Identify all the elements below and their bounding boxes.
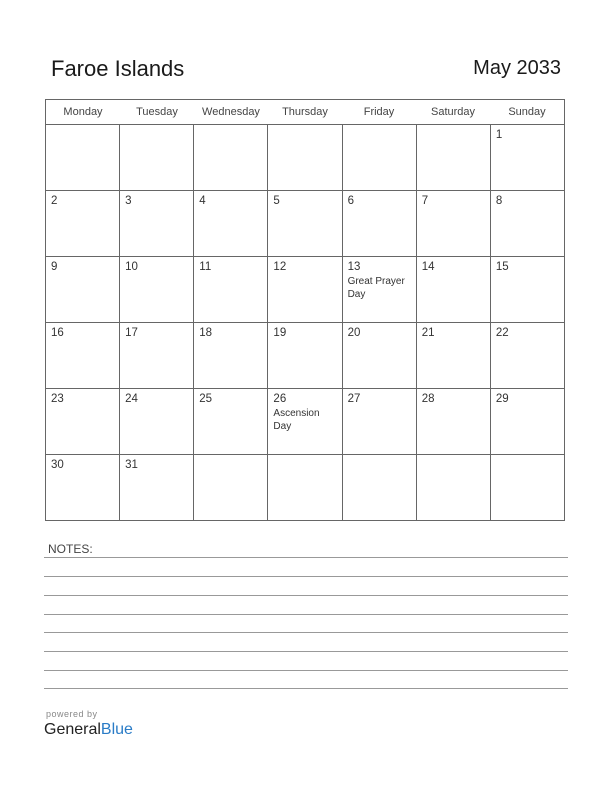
day-cell (417, 389, 491, 454)
weekday-header: Wednesday (202, 106, 260, 118)
day-number: 24 (125, 393, 138, 405)
weekday-header: Friday (363, 106, 395, 118)
weekday-header: Thursday (282, 106, 328, 118)
empty-day-cell (417, 455, 491, 520)
day-number: 8 (495, 195, 503, 207)
day-cell (46, 257, 120, 322)
holiday-label: Great Prayer Day (347, 276, 405, 300)
brand-blue: Blue (100, 721, 133, 738)
day-cell (343, 389, 417, 454)
day-cell (491, 257, 564, 322)
empty-day-cell (268, 455, 342, 520)
empty-day-cell (120, 125, 194, 190)
day-number: 14 (421, 261, 435, 273)
empty-day-cell (194, 455, 268, 520)
calendar-week-row (46, 389, 564, 455)
day-cell (491, 323, 564, 388)
day-cell (194, 191, 268, 256)
day-number: 18 (199, 327, 213, 339)
day-number: 22 (495, 327, 509, 339)
day-cell (343, 191, 417, 256)
day-cell (120, 257, 194, 322)
day-number: 31 (125, 459, 138, 471)
day-cell (343, 323, 417, 388)
notes-line (44, 576, 568, 577)
day-number: 28 (421, 393, 435, 405)
notes-line (44, 557, 568, 558)
day-number: 30 (51, 459, 64, 471)
weekday-header: Tuesday (136, 106, 178, 118)
calendar-week-row (46, 191, 564, 257)
empty-day-cell (417, 125, 491, 190)
month-year-title: May 2033 (473, 57, 561, 79)
holiday-label: Ascension Day (273, 408, 320, 432)
day-cell (46, 455, 120, 520)
calendar-week-row (46, 257, 564, 323)
day-number: 2 (51, 195, 58, 207)
day-number: 19 (273, 327, 287, 339)
notes-line (44, 651, 568, 652)
calendar-weeks (46, 125, 564, 520)
day-cell (194, 323, 268, 388)
day-cell (417, 323, 491, 388)
weekday-header: Saturday (430, 106, 476, 118)
day-cell (268, 389, 342, 454)
day-number: 4 (199, 195, 206, 207)
day-number: 11 (199, 261, 212, 273)
day-cell (120, 389, 194, 454)
day-cell (194, 389, 268, 454)
weekday-header-row (46, 100, 564, 125)
day-cell (268, 257, 342, 322)
day-cell (491, 389, 564, 454)
day-cell (120, 455, 194, 520)
calendar-week-row (46, 323, 564, 389)
empty-day-cell (194, 125, 268, 190)
day-cell (46, 323, 120, 388)
brand-general: General (44, 721, 101, 738)
day-cell (120, 191, 194, 256)
notes-line (44, 688, 568, 689)
weekday-header: Monday (63, 106, 103, 118)
day-number: 21 (421, 327, 435, 339)
day-number: 17 (125, 327, 138, 339)
day-number: 9 (51, 261, 58, 273)
day-number: 10 (125, 261, 138, 273)
empty-day-cell (46, 125, 120, 190)
day-cell (491, 125, 564, 190)
day-number: 29 (495, 393, 509, 405)
empty-day-cell (491, 455, 564, 520)
calendar-week-row (46, 455, 564, 520)
day-cell (120, 323, 194, 388)
notes-line (44, 670, 568, 671)
empty-day-cell (343, 455, 417, 520)
day-cell (417, 191, 491, 256)
day-cell (491, 191, 564, 256)
notes-line (44, 614, 568, 615)
day-number: 25 (199, 393, 213, 405)
empty-day-cell (268, 125, 342, 190)
day-number: 27 (347, 393, 361, 405)
day-cell (194, 257, 268, 322)
calendar-week-row (46, 125, 564, 191)
weekday-header: Sunday (508, 106, 546, 118)
powered-by-text: powered by (46, 709, 98, 719)
notes-line (44, 595, 568, 596)
day-number: 16 (51, 327, 64, 339)
notes-line (44, 632, 568, 633)
day-number: 15 (495, 261, 509, 273)
day-cell (343, 257, 417, 322)
day-number: 5 (273, 195, 280, 207)
country-title: Faroe Islands (51, 56, 185, 81)
day-number: 7 (421, 195, 429, 207)
day-number: 23 (51, 393, 64, 405)
day-cell (268, 191, 342, 256)
day-number: 1 (495, 129, 503, 141)
day-number: 12 (273, 261, 287, 273)
notes-label: NOTES: (48, 542, 93, 556)
day-cell (46, 191, 120, 256)
calendar-grid (45, 99, 565, 521)
empty-day-cell (343, 125, 417, 190)
day-number: 20 (347, 327, 361, 339)
generalblue-logo[interactable] (44, 721, 133, 739)
day-number: 6 (347, 195, 354, 207)
day-number: 13 (347, 261, 361, 273)
day-cell (268, 323, 342, 388)
day-cell (46, 389, 120, 454)
day-cell (417, 257, 491, 322)
day-number: 26 (273, 393, 287, 405)
day-number: 3 (125, 195, 132, 207)
